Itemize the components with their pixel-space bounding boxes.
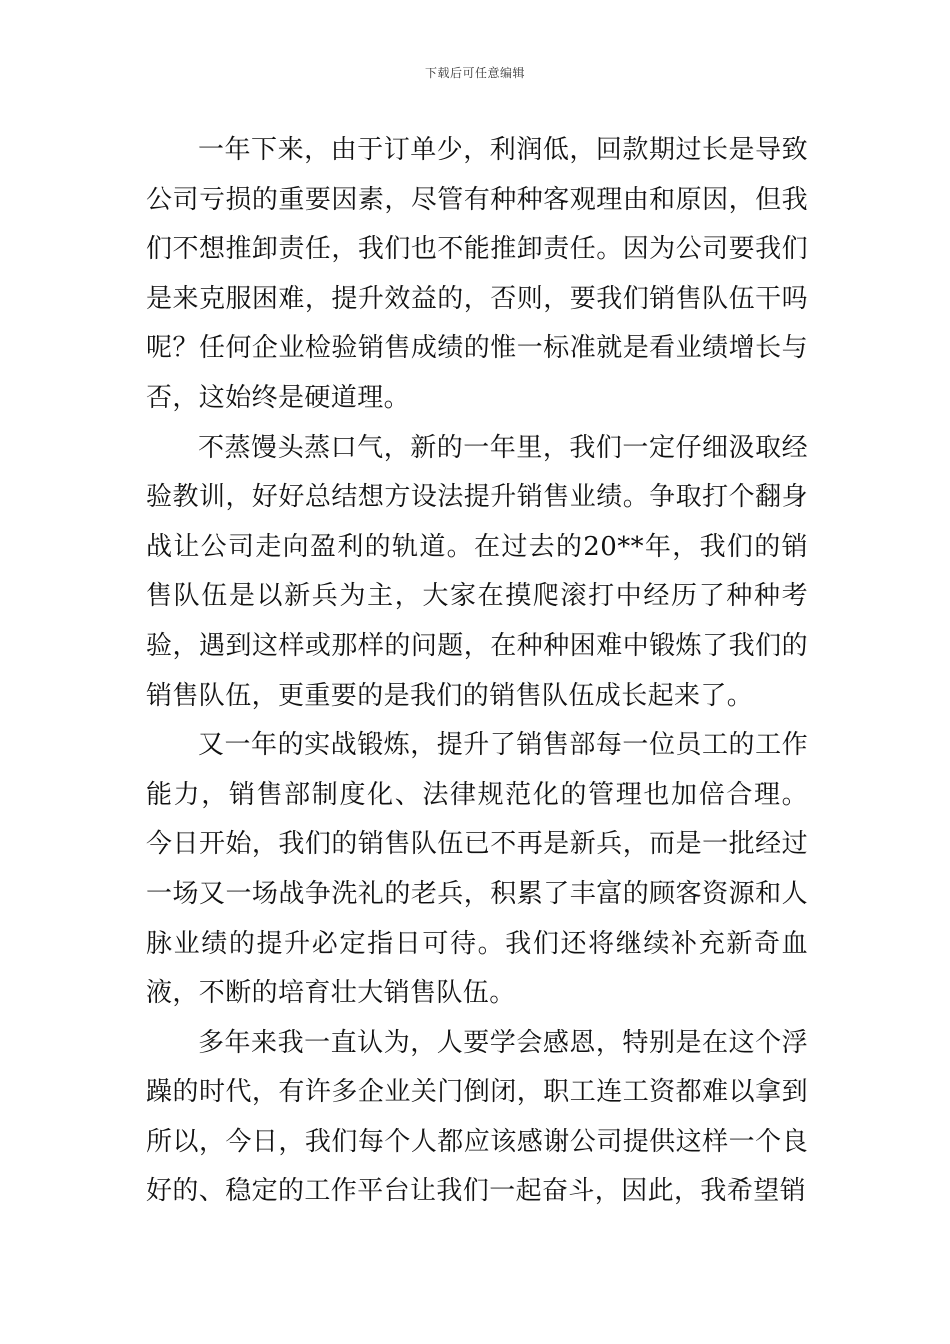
- paragraph-2: 不蒸馒头蒸口气，新的一年里，我们一定仔细汲取经验教训，好好总结想方设法提升销售业绩。争取打个翻身战让公司走向盈利的轨道。在过去的20**年，我们的销售队伍是以新兵为主，大家在摸爬滚打中经历了种种考验，遇到这样或那样的问题，在种种困难中锻炼了我们的销售队伍，更重要的是我们的销售队伍成长起来了。: [146, 432, 808, 711]
- body-text: [146, 126, 808, 1217]
- header-note: 下载后可任意编辑: [424, 66, 525, 80]
- paragraph-3: 又一年的实战锻炼，提升了销售部每一位员工的工作能力，销售部制度化、法律规范化的管理也加倍合理。 今日开始，我们的销售队伍已不再是新兵，而是一批经过一场又一场战争洗礼的老兵，积累了丰富的顾客资源和人脉业绩的提升必定指日可待。我们还将继续补充新奇血液，不断的培育壮大销售队伍。: [146, 730, 808, 1009]
- paragraph-1: 一年下来，由于订单少，利润低，回款期过长是导致公司亏损的重要因素，尽管有种种客观理由和原因，但我们不想推卸责任，我们也不能推卸责任。因为公司要我们是来克服困难，提升效益的，否则，要我们销售队伍干吗呢？任何企业检验销售成绩的惟一标准就是看业绩增长与否，这始终是硬道理。: [146, 135, 808, 413]
- paragraph-4: 多年来我一直认为，人要学会感恩，特别是在这个浮躁的时代，有许多企业关门倒闭，职工连工资都难以拿到所以，今日，我们每个人都应该感谢公司提供这样一个良好的、稳定的工作平台让我们一起奋斗，因此，我希望销: [146, 1027, 808, 1207]
